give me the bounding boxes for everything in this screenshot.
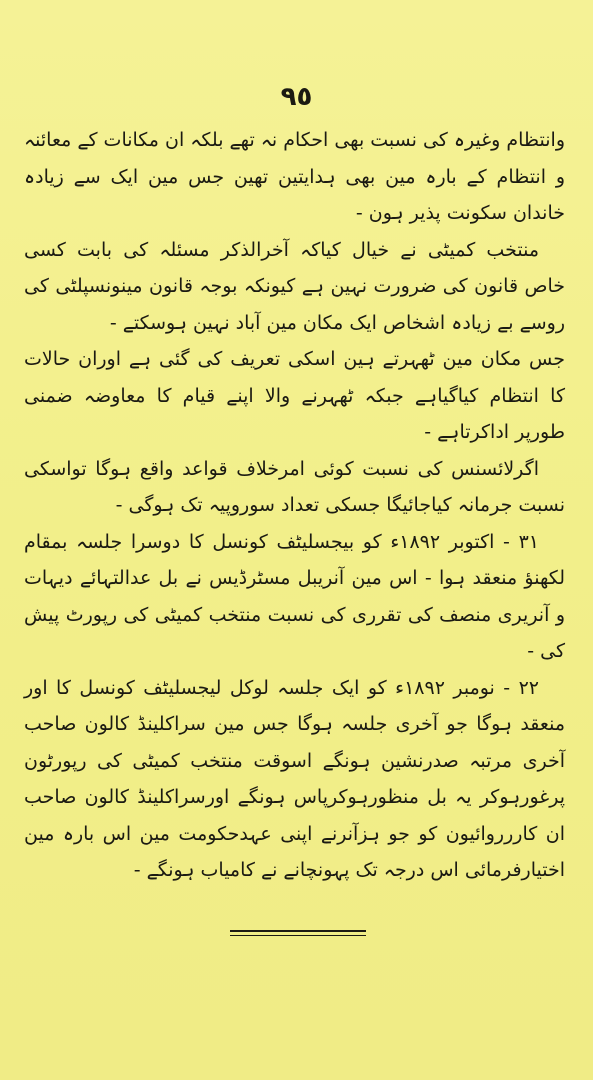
page-text (24, 122, 565, 889)
paragraph-6: ٢٢ - نومبر ١٨٩٢ء کو ایک جلسہ لوکل لیجسلیٹف کونسل کا اور منعقد ہوگا جو آخری جلسہ ہوگا جس مین سراکلینڈ کالون صاحب آخری مرتبہ صدرنشین ہونگے اسوقت منتخب کمیٹی کی رپورٹون پرغورہوکر یہ بل منظورہوکرپاس ہونگے اورسراکلینڈ کالون صاحب ان کاررروائیون کو جو ہزآنرنے اپنی عہدحکومت مین اس بارہ مین اختیارفرمائی اس درجہ تک پہونچانے نے کامیاب ہونگے - (24, 676, 565, 881)
end-rule (230, 930, 366, 939)
page-number: ٩٥ (280, 82, 313, 112)
paragraph-5: ٣١ - اکتوبر ١٨٩٢ء کو بیجسلیٹف کونسل کا دوسرا جلسہ بمقام لکھنؤ منعقد ہوا - اس مین آنریبل مسٹرڈیس نے بل عدالتہائے دیہات و آنریری منصف کی تقرری کی نسبت منتخب کمیٹی کی رپورٹ پیش کی - (24, 530, 565, 662)
paragraph-2: منتخب کمیٹی نے خیال کیاکہ آخرالذکر مسئلہ کی بابت کسی خاص قانون کی ضرورت نہین ہے کیونکہ بوجہ قانون مینونسپلٹی کی روسے بے زیادہ اشخاص ایک مکان مین آباد نہین ہوسکتے - (24, 238, 565, 334)
paragraph-1: وانتظام وغیرہ کی نسبت بھی احکام نہ تھے بلکہ ان مکانات کے معائنہ و انتظام کے بارہ مین بھی ہدایتین تھین جس مین ایک سے زیادہ خاندان سکونت پذیر ہون - (24, 129, 565, 224)
paragraph-3: جس مکان مین ٹھہرتے ہین اسکی تعریف کی گئی ہے اوران حالات کا انتظام کیاگیاہے جبکہ ٹھہرنے والا اپنے قیام کا معاوضہ ضمنی طورپر اداکرتاہے - (24, 348, 565, 443)
end-rule-thick (230, 930, 366, 932)
end-rule-thin (230, 935, 366, 936)
paragraph-4: اگرلائسنس کی نسبت کوئی امرخلاف قواعد واقع ہوگا تواسکی نسبت جرمانہ کیاجائیگا جسکی تعداد سوروپیہ تک ہوگی - (24, 457, 565, 516)
